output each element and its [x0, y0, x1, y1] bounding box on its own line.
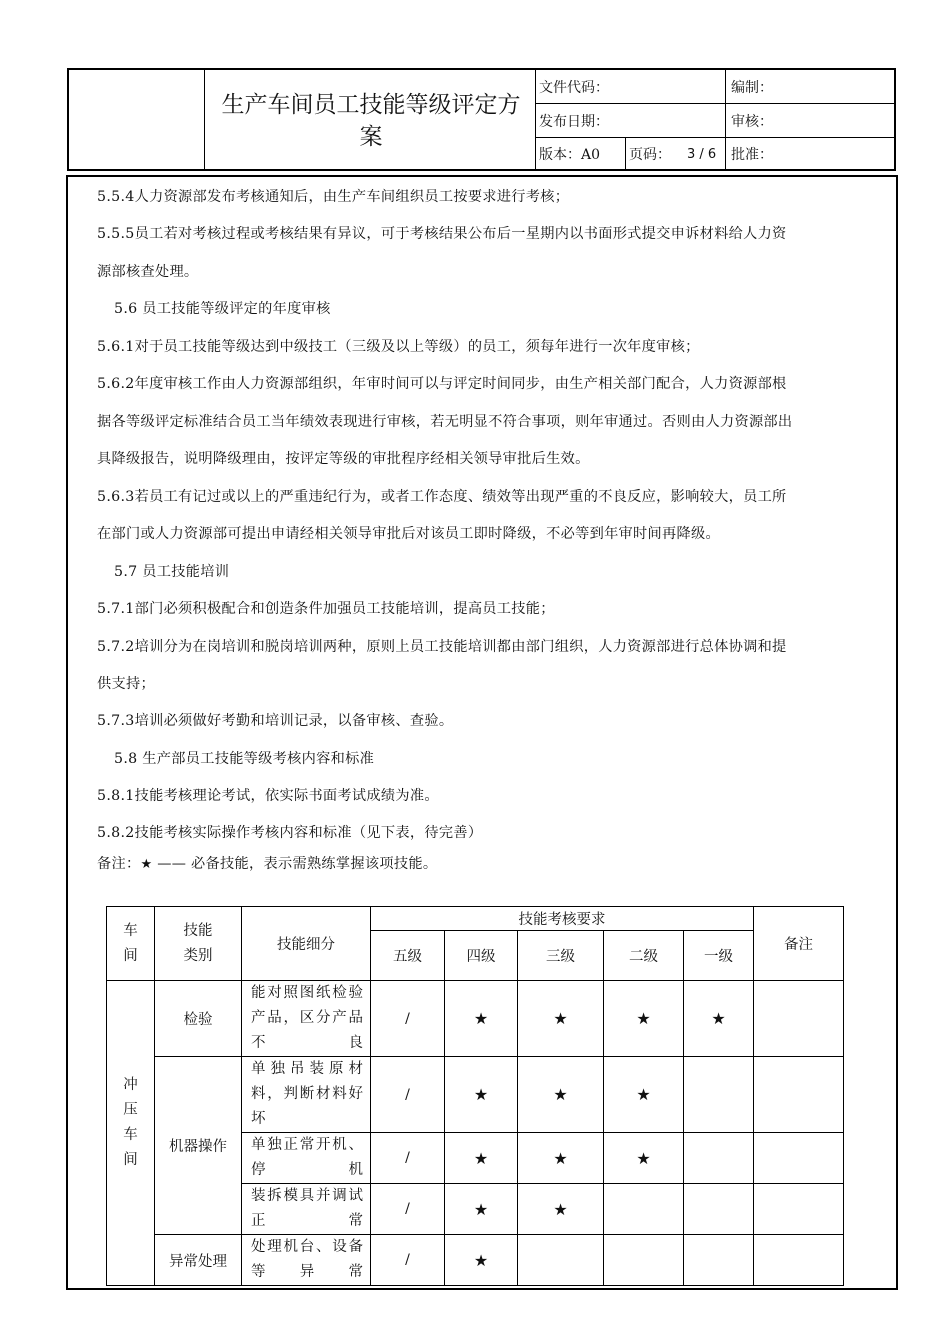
level-cell — [518, 1235, 604, 1286]
paragraph-5-7-1: 5.7.1部门必须积极配合和创造条件加强员工技能培训，提高员工技能； — [97, 601, 555, 617]
remark-cell — [754, 1235, 844, 1286]
remark-cell — [754, 981, 844, 1057]
level-cell: ★ — [518, 1057, 604, 1133]
paragraph-5-6-3: 5.6.3若员工有记过或以上的严重违纪行为，或者工作态度、绩效等出现严重的不良反应，影响较大，员工所 — [97, 489, 787, 505]
level-cell: / — [371, 1235, 445, 1286]
section-heading-5-8: 5.8 生产部员工技能等级考核内容和标准 — [114, 751, 375, 767]
level-cell: / — [371, 1184, 445, 1235]
skills-table — [106, 906, 844, 1286]
note-prefix: 备注： — [97, 856, 141, 872]
table-row — [107, 1057, 844, 1133]
level-cell: ★ — [604, 1133, 684, 1184]
paragraph-5-6-1: 5.6.1对于员工技能等级达到中级技工（三级及以上等级）的员工，须每年进行一次年度审核； — [97, 339, 700, 355]
paragraph-5-5-4: 5.5.4人力资源部发布考核通知后，由生产车间组织员工按要求进行考核； — [97, 189, 570, 205]
header-level-5: 五级 — [371, 931, 445, 981]
remark-cell — [754, 1184, 844, 1235]
level-cell: / — [371, 981, 445, 1057]
detail-cell: 单独正常开机、停机 — [242, 1133, 371, 1184]
header-detail: 技能细分 — [242, 907, 371, 981]
paragraph-5-7-2: 5.7.2培训分为在岗培训和脱岗培训两种，原则上员工技能培训都由部门组织，人力资源部进行总体协调和提 — [97, 639, 787, 655]
header-level-1: 一级 — [684, 931, 754, 981]
version-label: 版本：A0 — [539, 147, 601, 163]
level-cell: ★ — [445, 1235, 518, 1286]
level-cell: ★ — [445, 1133, 518, 1184]
note-text: 必备技能，表示需熟练掌握该项技能。 — [191, 856, 438, 872]
paragraph-5-8-1: 5.8.1技能考核理论考试，依实际书面考试成绩为准。 — [97, 788, 439, 804]
detail-cell: 处理机台、设备等异常 — [242, 1235, 371, 1286]
level-cell: ★ — [518, 1184, 604, 1235]
publish-date-label: 发布日期： — [539, 114, 609, 130]
legend-note — [97, 855, 897, 874]
table-row — [107, 981, 844, 1057]
header-level-3: 三级 — [518, 931, 604, 981]
header-level-2: 二级 — [604, 931, 684, 981]
paragraph-5-6-2: 5.6.2年度审核工作由人力资源部组织，年审时间可以与评定时间同步，由生产相关部门配合，人力资源部根 — [97, 376, 787, 392]
level-cell: ★ — [684, 981, 754, 1057]
note-dash: —— — [157, 856, 187, 872]
level-cell: ★ — [604, 981, 684, 1057]
paragraph-5-6-2-cont2: 具降级报告，说明降级理由，按评定等级的审批程序经相关领导审批后生效。 — [97, 451, 590, 467]
category-exception-handling: 异常处理 — [155, 1235, 242, 1286]
star-icon: ★ — [140, 857, 153, 872]
header-workshop: 车间 — [107, 907, 155, 981]
header-requirements: 技能考核要求 — [371, 907, 754, 931]
level-cell: ★ — [445, 981, 518, 1057]
header-remark: 备注 — [754, 907, 844, 981]
table-row — [107, 1235, 844, 1286]
level-cell: ★ — [518, 981, 604, 1057]
document-title: 生产车间员工技能等级评定方案 — [221, 91, 521, 150]
paragraph-5-5-5-cont: 源部核查处理。 — [97, 264, 199, 280]
level-cell: / — [371, 1057, 445, 1133]
remark-cell — [754, 1133, 844, 1184]
paragraph-5-7-2-cont: 供支持； — [97, 676, 155, 692]
level-cell — [604, 1184, 684, 1235]
paragraph-5-5-5: 5.5.5员工若对考核过程或考核结果有异议，可于考核结果公布后一星期内以书面形式提交申诉材料给人力资 — [97, 226, 787, 242]
level-cell — [684, 1235, 754, 1286]
detail-cell: 装拆模具并调试正常 — [242, 1184, 371, 1235]
compiled-label: 编制： — [731, 80, 773, 96]
page-number: 3 / 6 — [687, 147, 717, 162]
level-cell — [684, 1184, 754, 1235]
level-cell — [684, 1057, 754, 1133]
level-cell: / — [371, 1133, 445, 1184]
level-cell: ★ — [604, 1057, 684, 1133]
document-header — [67, 68, 896, 171]
review-label: 审核： — [731, 114, 773, 130]
paragraph-5-6-2-cont1: 据各等级评定标准结合员工当年绩效表现进行审核，若无明显不符合事项，则年审通过。否则由人力资源部出 — [97, 414, 793, 430]
page-label: 页码： — [629, 147, 671, 163]
paragraph-5-7-3: 5.7.3培训必须做好考勤和培训记录，以备审核、查验。 — [97, 713, 454, 729]
header-category: 技能类别 — [155, 907, 242, 981]
paragraph-5-8-2: 5.8.2技能考核实际操作考核内容和标准（见下表，待完善） — [97, 825, 483, 841]
doc-code-label: 文件代码： — [539, 80, 609, 96]
level-cell: ★ — [518, 1133, 604, 1184]
level-cell — [684, 1133, 754, 1184]
category-inspection: 检验 — [155, 981, 242, 1057]
level-cell — [604, 1235, 684, 1286]
section-heading-5-7: 5.7 员工技能培训 — [114, 564, 230, 580]
level-cell: ★ — [445, 1057, 518, 1133]
section-heading-5-6: 5.6 员工技能等级评定的年度审核 — [114, 301, 331, 317]
detail-cell: 能对照图纸检验产品，区分产品不良 — [242, 981, 371, 1057]
workshop-cell: 冲压车间 — [107, 981, 155, 1286]
level-cell: ★ — [445, 1184, 518, 1235]
category-machine-operation: 机器操作 — [155, 1057, 242, 1235]
approve-label: 批准： — [731, 147, 773, 163]
header-level-4: 四级 — [445, 931, 518, 981]
remark-cell — [754, 1057, 844, 1133]
paragraph-5-6-3-cont: 在部门或人力资源部可提出申请经相关领导审批后对该员工即时降级，不必等到年审时间再降级。 — [97, 526, 720, 542]
detail-cell: 单独吊装原材料，判断材料好坏 — [242, 1057, 371, 1133]
